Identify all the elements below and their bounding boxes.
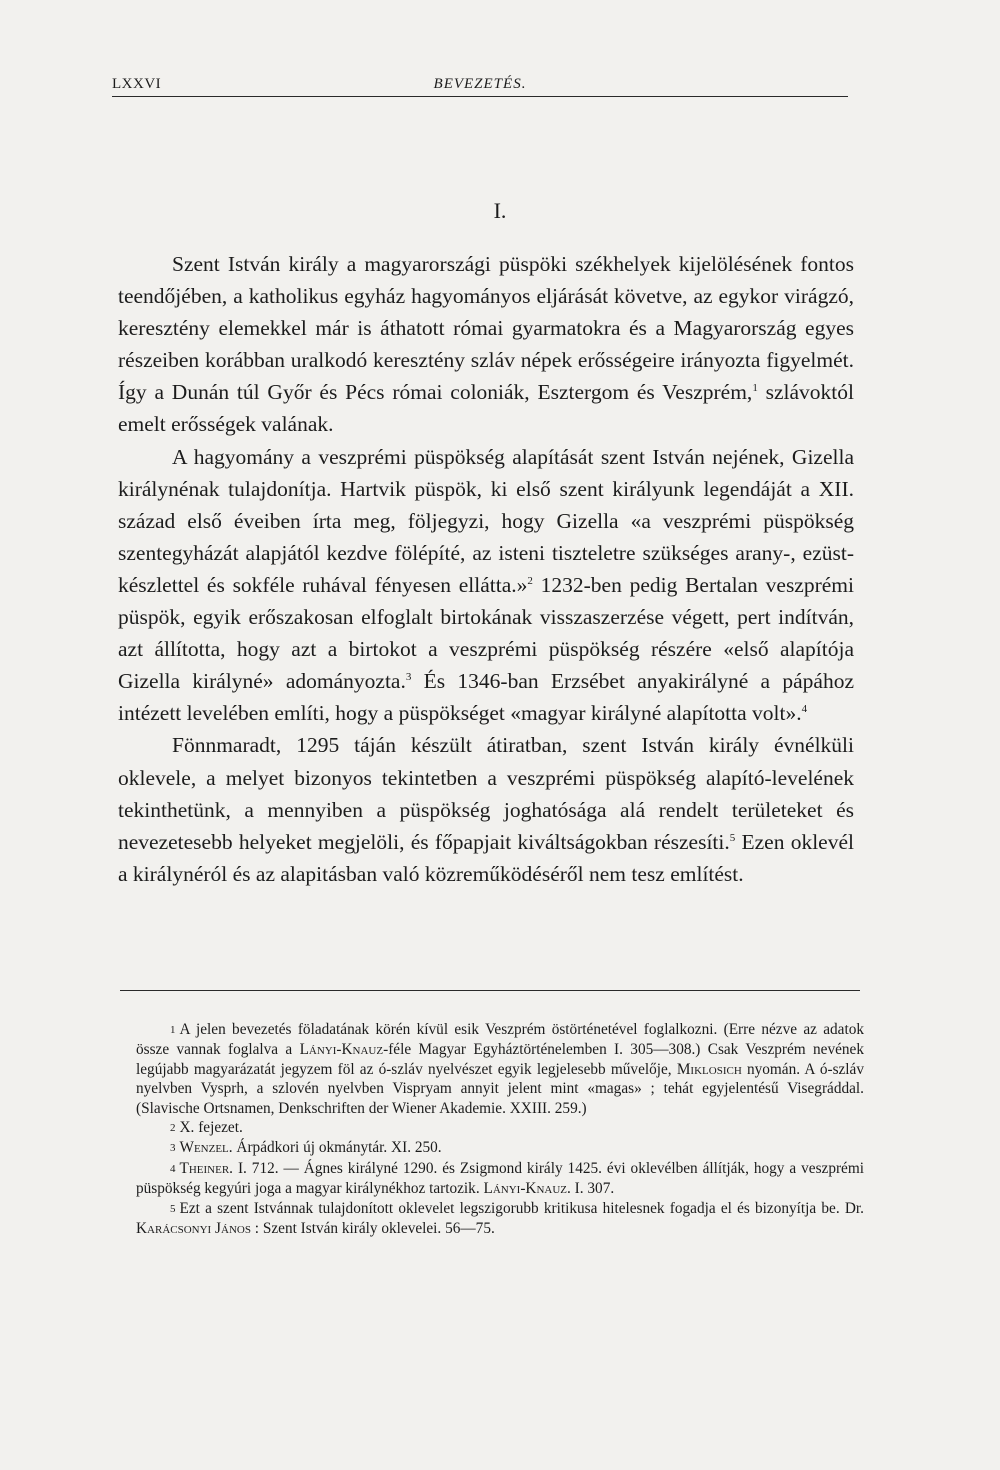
footnote-ref[interactable]: 5 <box>729 831 736 844</box>
paragraph <box>118 729 854 889</box>
paragraph-text: szlávoktól emelt erősségek valának. <box>118 380 854 437</box>
footnote-text: nyomán. A ó-szláv nyelvben Vysprh, a szlovén nyelvben Vispryam annyit jelent mint «magas» ; tehát egyjelentésű Visegráddal. (Slavische Ortsnamen, Denkschriften der Wiener Akademie. XXIII. 259.) <box>136 1060 864 1117</box>
running-head <box>112 76 848 96</box>
footnote-marker: 3 <box>170 1142 176 1155</box>
footnote <box>136 1159 864 1199</box>
header-rule <box>112 96 848 97</box>
paragraph-text: A hagyomány a veszprémi püspökség alapítását szent István nejének, Gizella királynénak tulajdonítja. Hartvik püspök, ki első szent királyunk legendáját a XII. század első éveiben írta meg, följegyzi, hogy Gizella «a veszprémi püspökség szentegyházát alapjától kezdve fölépíté, az isteni tiszteletre szükséges arany-, ezüst-készlettel és sokféle ruhával fényesen ellátta.» <box>118 444 854 597</box>
footnote-author-name: Lányi-Knauz <box>299 1041 384 1059</box>
footnote-marker: 2 <box>170 1122 176 1135</box>
footnote-text: Ezt a szent Istvánnak tulajdonított oklevelet legszigorubb kritikusa hitelesnek fogadja el és bizonyítja be. Dr. <box>179 1199 864 1217</box>
footnote-ref[interactable]: 3 <box>405 671 412 684</box>
footnote <box>136 1118 864 1138</box>
paragraph-text: Ezen oklevél a királynéról és az alapitásban való közreműködéséről nem tesz említést. <box>118 829 854 886</box>
footnote-marker: 4 <box>170 1162 176 1175</box>
footnote-ref[interactable]: 4 <box>801 703 808 716</box>
paragraph-text: Szent István király a magyarországi püspöki székhelyek kijelölésének fontos teendőjében, a katholikus egyház hagyományos eljárását követve, az egykor virágzó, keresztény elemekkel már is áthatott római gyarmatokra és a Magyarország egyes részeiben korábban uralkodó keresztény szláv népek erősségeire irányozta figyelmét. Így a Dunán túl Győr és Pécs római coloniák, Esztergom és Veszprém, <box>118 252 854 405</box>
body-text <box>118 248 854 890</box>
footnote-text: : Szent István király oklevelei. 56—75. <box>250 1220 495 1238</box>
paragraph <box>118 441 854 730</box>
footnote-text: . Árpádkori új okmánytár. XI. 250. <box>228 1139 442 1157</box>
footnote-ref[interactable]: 2 <box>527 574 533 587</box>
paragraph <box>118 248 854 441</box>
footnote-ref[interactable]: 1 <box>752 382 758 395</box>
footnote <box>136 1138 864 1158</box>
footnote-text: X. fejezet. <box>179 1119 243 1137</box>
paragraph-text: Fönnmaradt, 1295 táján készült átiratban, szent István király évnélküli oklevele, a melyet bizonyos tekintetben a veszprémi püspökség alapító-levelének tekinthetünk, a mennyiben a püspökség joghatósága alá rendelt területeket és nevezetesebb helyeket megjelöli, és főpapjait kiváltságokban részesíti. <box>118 733 854 854</box>
footnote-marker: 1 <box>170 1024 176 1036</box>
footnote-text: . I. 307. <box>567 1180 615 1198</box>
footnotes <box>136 1020 864 1238</box>
paragraph-text: És 1346-ban Erzsébet anyakirályné a pápához intézett levelében említi, hogy a püspökséget «magyar királyné alapította volt». <box>118 669 854 726</box>
paragraph-text: 1232-ben pedig Bertalan veszprémi püspök, egyik erőszakosan elfoglalt birtokának visszaszerzése végett, pert indítván, azt állította, hogy azt a birtokot a veszprémi püspökség részére «első alapítója Gizella királyné» adományozta. <box>118 572 854 694</box>
footnote <box>136 1020 864 1118</box>
section-number: I. <box>493 198 507 223</box>
footnote-author-name: Wenzel <box>179 1139 229 1157</box>
footnote-text: -féle Magyar Egyháztörténelemben I. 305—308.) Csak Veszprém nevének legújabb magyarázatát jegyzem föl az ó-szláv nyelvészet egyik legjelesebb művelője, <box>136 1041 865 1078</box>
footnote-author-name: Karácsonyi János <box>136 1220 251 1238</box>
page-number: LXXVI <box>112 76 162 92</box>
footnote-author-name: Theiner <box>179 1159 230 1177</box>
footnote-author-name: Lányi-Knauz <box>483 1180 568 1198</box>
running-title: BEVEZETÉS. <box>433 76 527 92</box>
footnote-marker: 5 <box>170 1202 176 1215</box>
footnote-text: . I. 712. — Ágnes királyné 1290. és Zsigmond király 1425. évi oklevélben állítják, hogy a veszprémi püspökség kegyúri joga a magyar királynékhoz tartozik. <box>136 1159 864 1198</box>
footnote <box>136 1199 864 1239</box>
footnote-rule <box>120 990 860 991</box>
footnote-author-name: Miklosich <box>676 1060 742 1078</box>
footnote-text: A jelen bevezetés föladatának körén kívül esik Veszprém östörténetével foglalkozni. (Erre nézve az adatok össze vannak foglalva a <box>136 1021 864 1059</box>
